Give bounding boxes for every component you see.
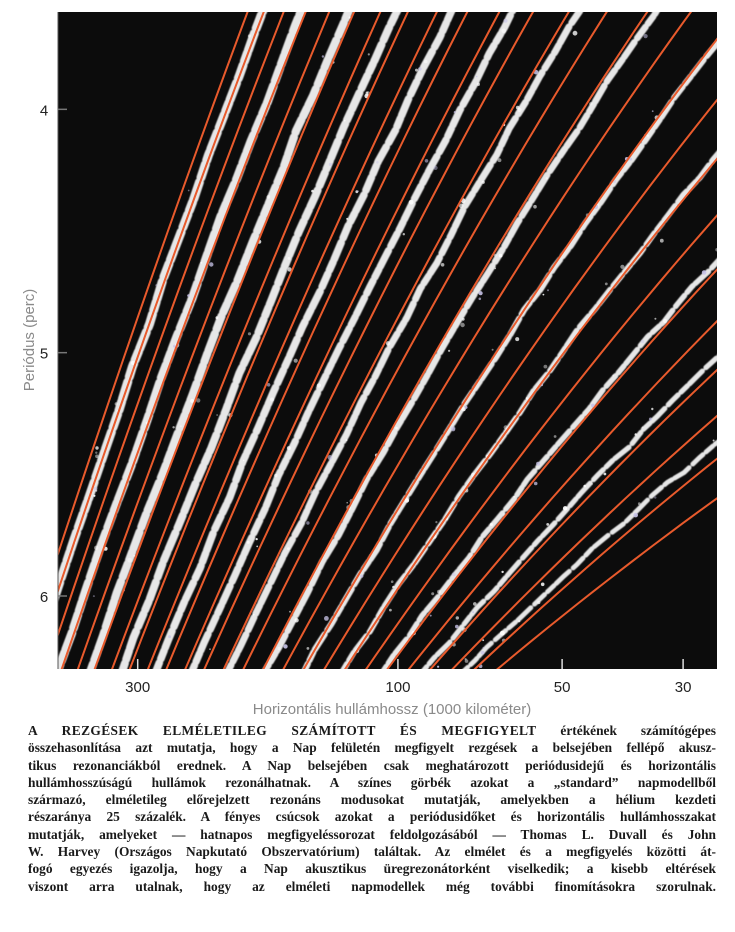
ridge-speckle [729, 431, 733, 435]
ridge-speckle [500, 631, 505, 636]
caption-line: részaránya 25 százalék. A fényes csúcsok azokat a periódusidőket és horizontális hullámhosszakat [28, 809, 716, 825]
ridge-speckle [583, 485, 586, 488]
ridge-speckle [267, 195, 271, 199]
ridge-speckle [654, 318, 656, 320]
ridge-speckle [232, 683, 234, 685]
ridge-speckle [513, 496, 515, 498]
y-axis-label: Periódus (perc) [21, 288, 38, 392]
ridge-speckle [543, 294, 545, 296]
ridge-speckle [460, 681, 463, 684]
ridge-speckle [209, 262, 213, 266]
ridge-speckle [573, 31, 578, 36]
ridge-speckle [651, 408, 653, 410]
ridge-speckle [63, 681, 65, 683]
ridge-speckle [460, 323, 464, 327]
y-tick-label: 5 [39, 345, 49, 363]
ridge-speckle [660, 239, 664, 243]
ridge-speckle [481, 651, 485, 655]
ridge-speckle [95, 455, 99, 459]
caption-line: összehasonlítása azt mutatja, hogy a Nap felületén megfigyelt rezgések a belsejében fellépő akusz- [28, 740, 716, 756]
ridge-speckle [317, 383, 321, 387]
ridge-speckle [217, 673, 221, 677]
ridge-speckle [409, 200, 414, 205]
caption-line: mutatják, amelyeket — hatnapos megfigyeléssorozat feldolgozásából — Thomas L. Duvall és John [28, 826, 716, 842]
ridge-speckle [184, 673, 188, 677]
ridge-speckle [526, 397, 528, 399]
ridge-speckle [357, 190, 359, 192]
ridge-speckle [289, 611, 291, 613]
ridge-speckle [329, 163, 332, 166]
y-tick-label: 6 [39, 589, 49, 606]
ridge-speckle [541, 583, 545, 587]
ridge-speckle [424, 60, 428, 64]
ridge-speckle [386, 341, 390, 345]
ridge-speckle [504, 19, 508, 23]
ridge-speckle [633, 513, 638, 518]
ridge-speckle [435, 521, 437, 523]
ridge-speckle [324, 616, 329, 621]
ridge-speckle [94, 546, 98, 550]
ridge-speckle [482, 639, 484, 641]
y-tick-label: 4 [39, 102, 49, 120]
ridge-speckle [726, 247, 729, 250]
ridge-speckle [654, 496, 656, 498]
ridge-speckle [277, 647, 280, 650]
ridge-speckle [482, 181, 485, 184]
ridge-speckle [306, 521, 309, 524]
ridge-speckle [663, 319, 667, 323]
x-tick-label: 100 [385, 679, 411, 696]
ridge-speckle [479, 291, 483, 295]
ridge-speckle [190, 399, 194, 403]
ridge-speckle [248, 34, 251, 37]
ridge-speckle [133, 555, 135, 557]
ridge-speckle [501, 571, 503, 573]
ridge-speckle [168, 635, 171, 638]
ridge-speckle [425, 159, 429, 163]
x-tick-label: 30 [674, 679, 692, 696]
ridge-speckle [415, 69, 418, 72]
ridge-speckle [517, 108, 521, 112]
ridge-speckle [454, 8, 456, 10]
ridge-speckle [93, 595, 95, 597]
ridge-speckle [328, 455, 333, 460]
ridge-speckle [483, 647, 485, 649]
ridge-speckle [270, 398, 274, 402]
ridge-speckle [248, 332, 251, 335]
ridge-speckle [641, 340, 645, 344]
ridge-speckle [647, 135, 649, 137]
ridge-speckle [392, 586, 395, 589]
ridge-speckle [499, 254, 503, 258]
ridge-speckle [537, 601, 540, 604]
caption-line: fogó egyezés igazolja, hogy a Nap akusztikus üregrezonátorként viselkedik; a kisebb eltérések [28, 861, 716, 877]
ridge-speckle [515, 337, 519, 341]
caption-line: származó, elméletileg előrejelzett rezonáns modusokat mutatják, amelyekben a hélium kezdeti [28, 792, 716, 808]
ridge-speckle [451, 427, 455, 431]
ridge-speckle [418, 67, 421, 70]
ridge-speckle [465, 659, 469, 663]
ridge-speckle [288, 257, 291, 260]
ridge-speckle [287, 547, 290, 550]
ridge-speckle [589, 102, 592, 105]
ridge-speckle [294, 618, 298, 622]
ridge-speckle [717, 248, 719, 250]
ridge-speckle [403, 233, 405, 235]
ridge-speckle [511, 4, 515, 8]
ridge-speckle [93, 495, 95, 497]
ridge-speckle [414, 677, 417, 680]
ridge-speckle [346, 218, 348, 220]
ridge-speckle [462, 318, 465, 321]
ridge-speckle [498, 158, 502, 162]
ridge-speckle [307, 647, 310, 650]
caption-line: viszont arra utalnak, hogy az elméleti napmodellek még további finomításokra szorulnak. [28, 878, 716, 894]
ridge-speckle [476, 76, 478, 78]
ridge-speckle [172, 426, 174, 428]
x-tick-label: 300 [125, 679, 151, 696]
ridge-speckle [554, 435, 557, 438]
ridge-speckle [256, 546, 258, 548]
ridge-speckle [253, 614, 255, 616]
ridge-speckle [563, 506, 567, 510]
caption-lead: A REZGÉSEK ELMÉLETILEG SZÁMÍTOTT ÉS MEGFIGYELT [28, 723, 537, 738]
ridge-speckle [256, 538, 258, 540]
caption-line: hullámhosszúságú hullámok rezonálhatnak. A színes görbék azokat a „standard” napmodellből [28, 774, 716, 790]
ridge-speckle [490, 523, 493, 526]
ridge-speckle [454, 111, 456, 113]
ridge-speckle [274, 474, 277, 477]
ridge-speckle [434, 166, 438, 170]
caption-line: értékének számítógépes [536, 723, 716, 738]
ridge-speckle [345, 439, 347, 441]
ridge-speckle [95, 452, 97, 454]
ridge-speckle [518, 620, 520, 622]
ridge-speckle [368, 53, 370, 55]
ridge-speckle [473, 602, 477, 606]
ridge-speckle [287, 446, 291, 450]
ridge-speckle [87, 678, 89, 680]
ridge-speckle [437, 666, 439, 668]
caption-line: W. Harvey (Országos Napkutató Obszervatórium) találtak. Az elmélet és a megfigyelés közötti át- [28, 844, 716, 860]
ridge-speckle [311, 190, 314, 193]
ridge-speckle [479, 298, 482, 301]
ridge-speckle [93, 671, 97, 675]
ridge-speckle [441, 263, 445, 267]
ridge-speckle [472, 611, 474, 613]
ridge-speckle [127, 558, 132, 563]
ridge-speckle [155, 670, 157, 672]
ridge-speckle [546, 523, 549, 526]
ridge-speckle [652, 110, 654, 112]
ridge-speckle [95, 490, 97, 492]
ridge-speckle [437, 590, 441, 594]
ridge-speckle [247, 541, 250, 544]
ridge-speckle [715, 248, 718, 251]
ridge-speckle [644, 34, 648, 38]
ridge-speckle [346, 502, 348, 504]
ridge-speckle [729, 431, 731, 433]
ridge-speckle [344, 120, 346, 122]
ridge-speckle [544, 365, 548, 369]
ridge-speckle [591, 483, 593, 485]
ridge-speckle [391, 580, 394, 583]
ridge-speckle [243, 460, 245, 462]
ridge-speckle [465, 406, 468, 409]
ridge-speckle [492, 349, 494, 351]
ridge-speckle [604, 473, 607, 476]
ridge-speckle [216, 414, 218, 416]
ridge-speckle [322, 55, 324, 57]
ridge-speckle [376, 161, 379, 164]
ridge-speckle [455, 625, 459, 629]
ridge-speckle [283, 644, 287, 648]
ridge-speckle [180, 425, 182, 427]
ridge-speckle [431, 592, 434, 595]
figure-caption [28, 722, 716, 895]
ridge-speckle [501, 29, 506, 34]
ridge-speckle [642, 427, 644, 429]
ridge-speckle [95, 446, 98, 449]
ridge-speckle [533, 205, 537, 209]
ridge-speckle [115, 402, 118, 405]
ridge-speckle [294, 359, 298, 363]
ridge-speckle [649, 418, 652, 421]
ridge-speckle [389, 609, 392, 612]
ridge-speckle [216, 316, 219, 319]
ridge-speckle [713, 440, 715, 442]
ridge-speckle [430, 615, 432, 617]
x-tick-label: 50 [553, 679, 571, 696]
ridge-speckle [536, 462, 540, 466]
ridge-speckle [605, 283, 608, 286]
ridge-speckle [335, 681, 338, 684]
ridge-speckle [188, 190, 190, 192]
ridge-speckle [546, 177, 548, 179]
ridge-speckle [155, 284, 157, 286]
ridge-speckle [620, 265, 624, 269]
ridge-speckle [456, 616, 459, 619]
ridge-speckle [534, 482, 538, 486]
caption-line: tikus rezonanciákból erednek. A Nap belsejében csak meghatározott periódusidejű és horizontális [28, 757, 716, 773]
ridge-speckle [612, 375, 614, 377]
ridge-speckle [360, 575, 363, 578]
ridge-speckle [448, 350, 450, 352]
ridge-speckle [452, 573, 456, 577]
x-axis-label: Horizontális hullámhossz (1000 kilométer) [252, 701, 532, 718]
ridge-speckle [635, 433, 637, 435]
ridge-speckle [209, 648, 211, 650]
ridge-speckle [638, 502, 641, 505]
ridge-speckle [187, 294, 190, 297]
ridge-speckle [395, 427, 398, 430]
ridge-speckle [547, 289, 549, 291]
ridge-speckle [200, 262, 202, 264]
ridge-speckle [477, 83, 480, 86]
ridge-speckle [405, 498, 409, 502]
ridge-speckle [702, 270, 707, 275]
ridge-speckle [494, 268, 496, 270]
